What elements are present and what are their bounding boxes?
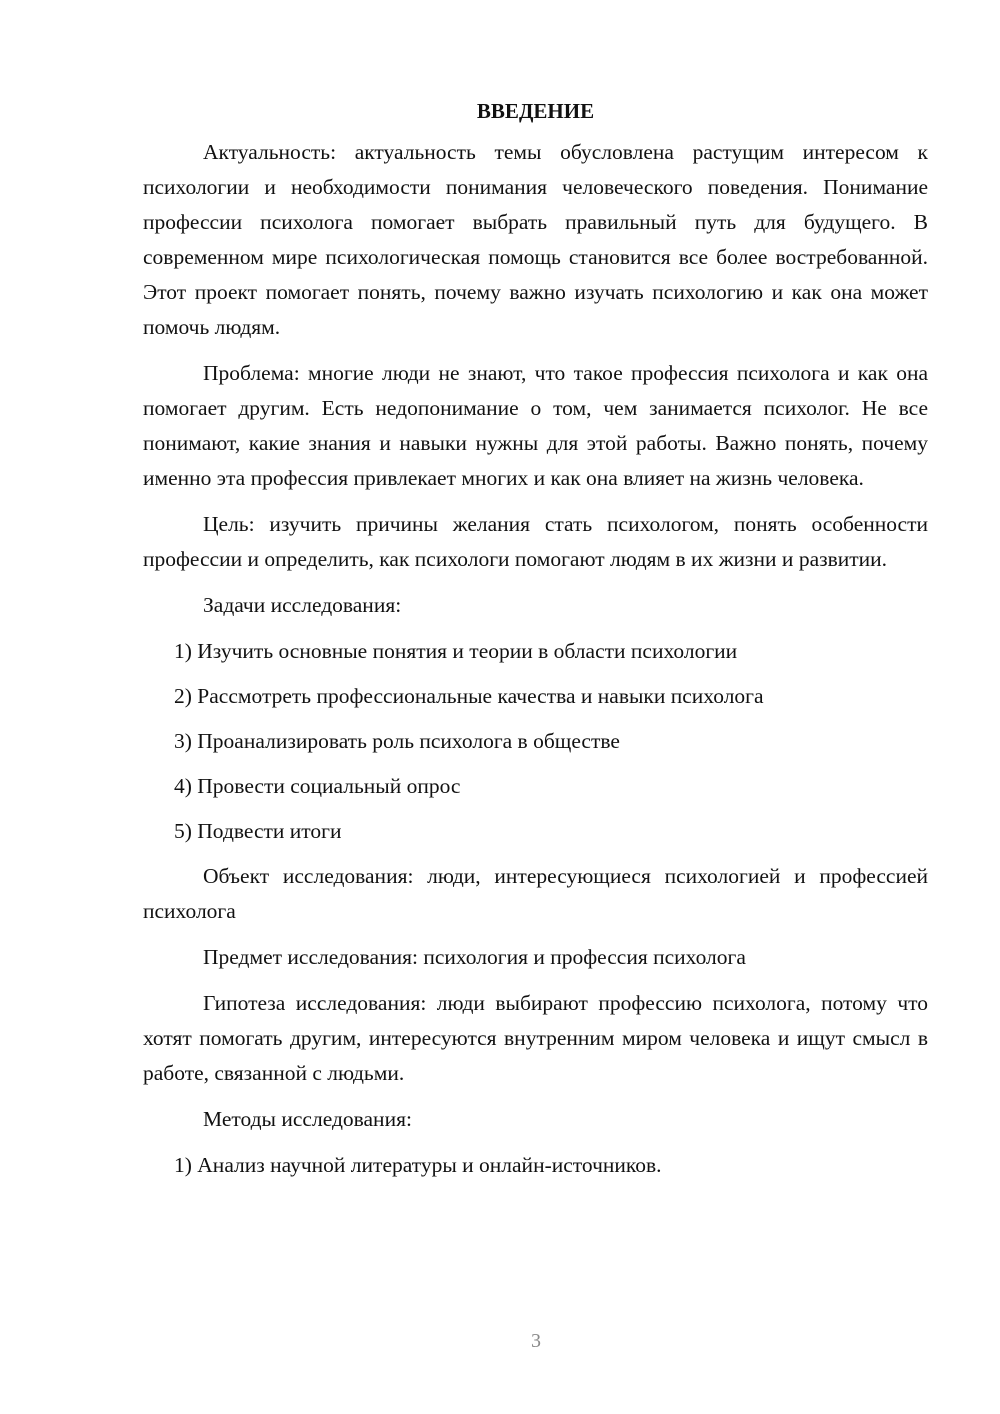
section-title: ВВЕДЕНИЕ — [476, 99, 595, 123]
methods-list — [143, 1148, 928, 1183]
subject-paragraph: Предмет исследования: психология и профессия психолога — [203, 945, 746, 969]
task-item: 4) Провести социальный опрос — [174, 774, 461, 798]
relevance-paragraph: Актуальность: актуальность темы обусловлена растущим интересом к психологии и необходимости понимания человеческого поведения. Понимание профессии психолога помогает выбрать правильный путь для будущего. В современном мире психологическая помощь становится все более востребованной. Этот проект помогает понять, почему важно изучать психологию и как она может помочь людям. — [143, 140, 928, 339]
task-item: 5) Подвести итоги — [174, 819, 342, 843]
task-item: 3) Проанализировать роль психолога в обществе — [174, 729, 620, 753]
page-content — [143, 94, 928, 1193]
tasks-list — [143, 634, 928, 849]
methods-heading: Методы исследования: — [203, 1107, 412, 1131]
hypothesis-paragraph: Гипотеза исследования: люди выбирают профессию психолога, потому что хотят помогать другим, интересуются внутренним миром человека и ищут смысл в работе, связанной с людьми. — [143, 991, 928, 1085]
goal-paragraph: Цель: изучить причины желания стать психологом, понять особенности профессии и определить, как психологи помогают людям в их жизни и развитии. — [143, 512, 928, 571]
method-item: 1) Анализ научной литературы и онлайн-источников. — [174, 1153, 662, 1177]
task-item: 2) Рассмотреть профессиональные качества и навыки психолога — [174, 684, 764, 708]
tasks-heading: Задачи исследования: — [203, 593, 402, 617]
object-paragraph: Объект исследования: люди, интересующиеся психологией и профессией психолога — [143, 864, 928, 923]
problem-paragraph: Проблема: многие люди не знают, что такое профессия психолога и как она помогает другим. Есть недопонимание о том, чем занимается психолог. Не все понимают, какие знания и навыки нужны для этой работы. Важно понять, почему именно эта профессия привлекает многих и как она влияет на жизнь человека. — [143, 361, 928, 490]
page-number: 3 — [531, 1330, 541, 1352]
task-item: 1) Изучить основные понятия и теории в области психологии — [174, 639, 738, 663]
